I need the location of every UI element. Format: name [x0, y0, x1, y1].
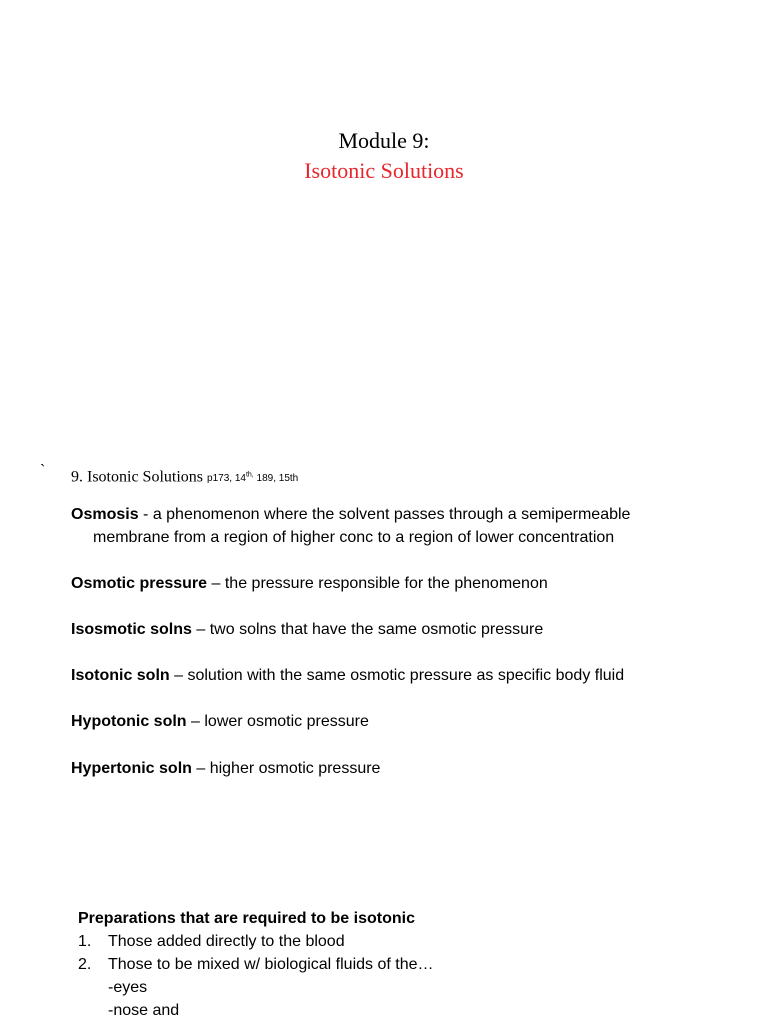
definition-text: two solns that have the same osmotic pressure — [209, 621, 544, 638]
sub-item-eyes: -eyes — [108, 979, 148, 996]
definition-term: Hypotonic soln — [71, 713, 187, 730]
page-reference: p173, $14^{th,}$ 189, 15th — [207, 472, 299, 485]
definition-osmosis: Osmosis - a phenomenon where the solvent passes through a semipermeable membrane from a region of higher conc to a region of lower concentration — [71, 503, 731, 549]
definition-term: Hypertonic soln — [71, 760, 192, 777]
definition-term: Isosmotic solns — [71, 621, 192, 638]
definition-text: the pressure responsible for the phenomenon — [224, 575, 548, 592]
module-title: Module 9: — [338, 128, 430, 153]
preparations-list — [78, 930, 434, 976]
definition-text: lower osmotic pressure — [204, 713, 369, 730]
definition-isotonic-soln: Isotonic soln – solution with the same osmotic pressure as specific body fluid — [71, 667, 625, 684]
definition-hypotonic-soln: Hypotonic soln – lower osmotic pressure — [71, 713, 369, 730]
preparations-title: Preparations that are required to be isotonic — [78, 910, 415, 927]
definition-text: higher osmotic pressure — [209, 760, 381, 777]
section-heading-text: 9. Isotonic Solutions — [71, 468, 204, 486]
definition-text: a phenomenon where the solvent passes through a semipermeable — [152, 506, 631, 523]
sub-item-nose: -nose and — [108, 1002, 180, 1019]
section-heading — [71, 466, 298, 489]
definition-term: Osmosis — [71, 506, 139, 523]
definition-term: Osmotic pressure — [71, 575, 208, 592]
definition-osmotic-pressure: Osmotic pressure – the pressure responsible for the phenomenon — [71, 575, 548, 592]
definition-hypertonic-soln: Hypertonic soln – higher osmotic pressure — [71, 760, 381, 777]
definition-continuation: membrane from a region of higher conc to a region of lower concentration — [93, 529, 615, 546]
list-item: 1. Those added directly to the blood — [78, 933, 345, 950]
stray-backtick: ` — [40, 462, 46, 479]
definition-text: solution with the same osmotic pressure as specific body fluid — [187, 667, 625, 684]
title-block — [0, 126, 768, 186]
definition-isosmotic-solns: Isosmotic solns – two solns that have the same osmotic pressure — [71, 621, 544, 638]
definition-term: Isotonic soln — [71, 667, 170, 684]
module-subtitle: Isotonic Solutions — [304, 158, 464, 183]
list-item: 2. Those to be mixed w/ biological fluids of the… — [78, 956, 434, 973]
